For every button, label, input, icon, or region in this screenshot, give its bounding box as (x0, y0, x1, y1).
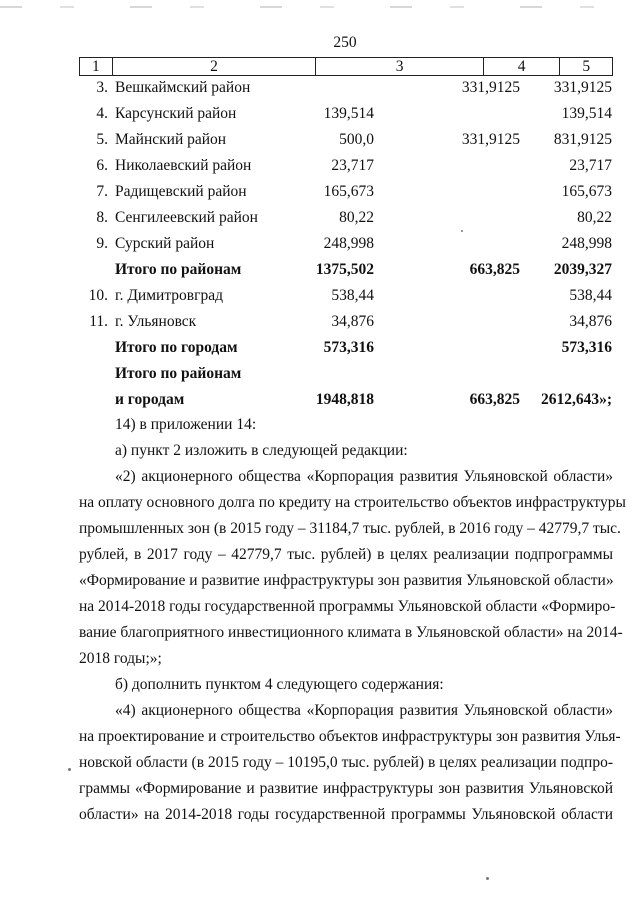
row-col-3: 139,514 (323, 105, 374, 122)
paragraph-line: б) дополнить пунктом 4 следующего содержания: (115, 676, 444, 693)
row-col-5: 831,9125 (553, 131, 612, 148)
row-col-5: 139,514 (561, 105, 612, 122)
paragraph-line: рублей, в 2017 году – 42779,7 тыс. рублей) в целях реализации подпрограммы (79, 546, 613, 563)
paragraph-line: «4) акционерного общества «Корпорация развития Ульяновской области» (115, 702, 613, 719)
row-col-3: 34,876 (331, 313, 374, 330)
row-col-5: 34,876 (569, 313, 612, 330)
row-name: Итого по районам (115, 261, 242, 278)
paragraph-line: на оплату основного долга по кредиту на строительство объектов инфраструктуры (79, 494, 626, 511)
paragraph-line: «2) акционерного общества «Корпорация развития Ульяновской области» (115, 468, 613, 485)
row-number: 8. (96, 209, 108, 226)
paragraph-line: на проектирование и строительство объектов инфраструктуры зон развития Улья- (79, 728, 621, 745)
page-number: 250 (333, 34, 357, 51)
row-col-3: 573,316 (323, 339, 374, 356)
row-name: г. Ульяновск (115, 313, 197, 330)
row-col-3: 165,673 (323, 183, 374, 200)
paragraph-line: «Формирование и развитие инфраструктуры зон развития Ульяновской области» (79, 572, 614, 589)
row-col-4: 331,9125 (461, 131, 520, 148)
header-col-4: 4 (484, 58, 560, 75)
row-number: 7. (96, 183, 108, 200)
row-col-5: 23,717 (569, 157, 612, 174)
header-col-5: 5 (582, 58, 591, 75)
row-col-4: 663,825 (469, 391, 520, 408)
scan-speck (486, 877, 489, 880)
paragraph-line: на 2014-2018 годы государственной программы Ульяновской области «Формиро- (79, 598, 616, 615)
paragraph-line: промышленных зон (в 2015 году – 31184,7 тыс. рублей, в 2016 году – 42779,7 тыс. (79, 520, 621, 537)
row-col-4: 331,9125 (461, 79, 520, 96)
row-name: Радищевский район (115, 183, 247, 200)
row-name: Сенгилеевский район (115, 209, 258, 226)
scan-speck (461, 230, 463, 232)
row-name: и городам (115, 391, 185, 408)
row-name: Карсунский район (115, 105, 237, 122)
row-col-5: 2039,327 (553, 261, 612, 278)
row-number: 6. (96, 157, 108, 174)
paragraph-line: а) пункт 2 изложить в следующей редакции: (115, 442, 408, 459)
row-col-3: 248,998 (323, 235, 374, 252)
header-col-3: 3 (316, 58, 484, 75)
document-body (79, 0, 626, 905)
row-number: 10. (88, 287, 108, 304)
scan-speck (68, 768, 71, 771)
row-col-5: 573,316 (561, 339, 612, 356)
row-number: 4. (96, 105, 108, 122)
row-name: Вешкаймский район (115, 79, 251, 96)
header-col-2: 2 (113, 58, 316, 75)
row-col-4: 663,825 (469, 261, 520, 278)
row-col-5: 165,673 (561, 183, 612, 200)
row-col-3: 1948,818 (315, 391, 374, 408)
row-col-5: 331,9125 (553, 79, 612, 96)
row-col-5: 248,998 (561, 235, 612, 252)
row-name: Николаевский район (115, 157, 252, 174)
paragraph-line: области» на 2014-2018 годы государственной программы Ульяновской области (79, 806, 613, 823)
row-number: 3. (96, 79, 108, 96)
row-name: Итого по районам (115, 365, 242, 382)
row-col-3: 23,717 (331, 157, 374, 174)
row-number: 9. (96, 235, 108, 252)
header-col-1: 1 (80, 58, 113, 75)
paragraph-line: граммы «Формирование и развитие инфраструктуры зон развития Ульяновской (79, 780, 613, 797)
row-name: Итого по городам (115, 339, 238, 356)
row-col-5: 2612,643»; (540, 391, 612, 408)
row-name: г. Димитровград (115, 287, 223, 304)
paragraph-line: вание благоприятного инвестиционного климата в Ульяновской области» на 2014- (79, 624, 623, 641)
paragraph-line: 2018 годы;»; (79, 650, 162, 667)
row-col-3: 538,44 (331, 287, 374, 304)
row-col-3: 1375,502 (315, 261, 374, 278)
row-number: 5. (96, 131, 108, 148)
paragraph-line: 14) в приложении 14: (115, 416, 257, 433)
row-col-3: 500,0 (339, 131, 374, 148)
row-number: 11. (89, 313, 108, 330)
row-col-3: 80,22 (339, 209, 374, 226)
row-name: Сурский район (115, 235, 215, 252)
row-col-5: 538,44 (569, 287, 612, 304)
paragraph-line: новской области (в 2015 году – 10195,0 тыс. рублей) в целях реализации подпро- (79, 754, 613, 771)
row-col-5: 80,22 (577, 209, 612, 226)
row-name: Майнский район (115, 131, 227, 148)
